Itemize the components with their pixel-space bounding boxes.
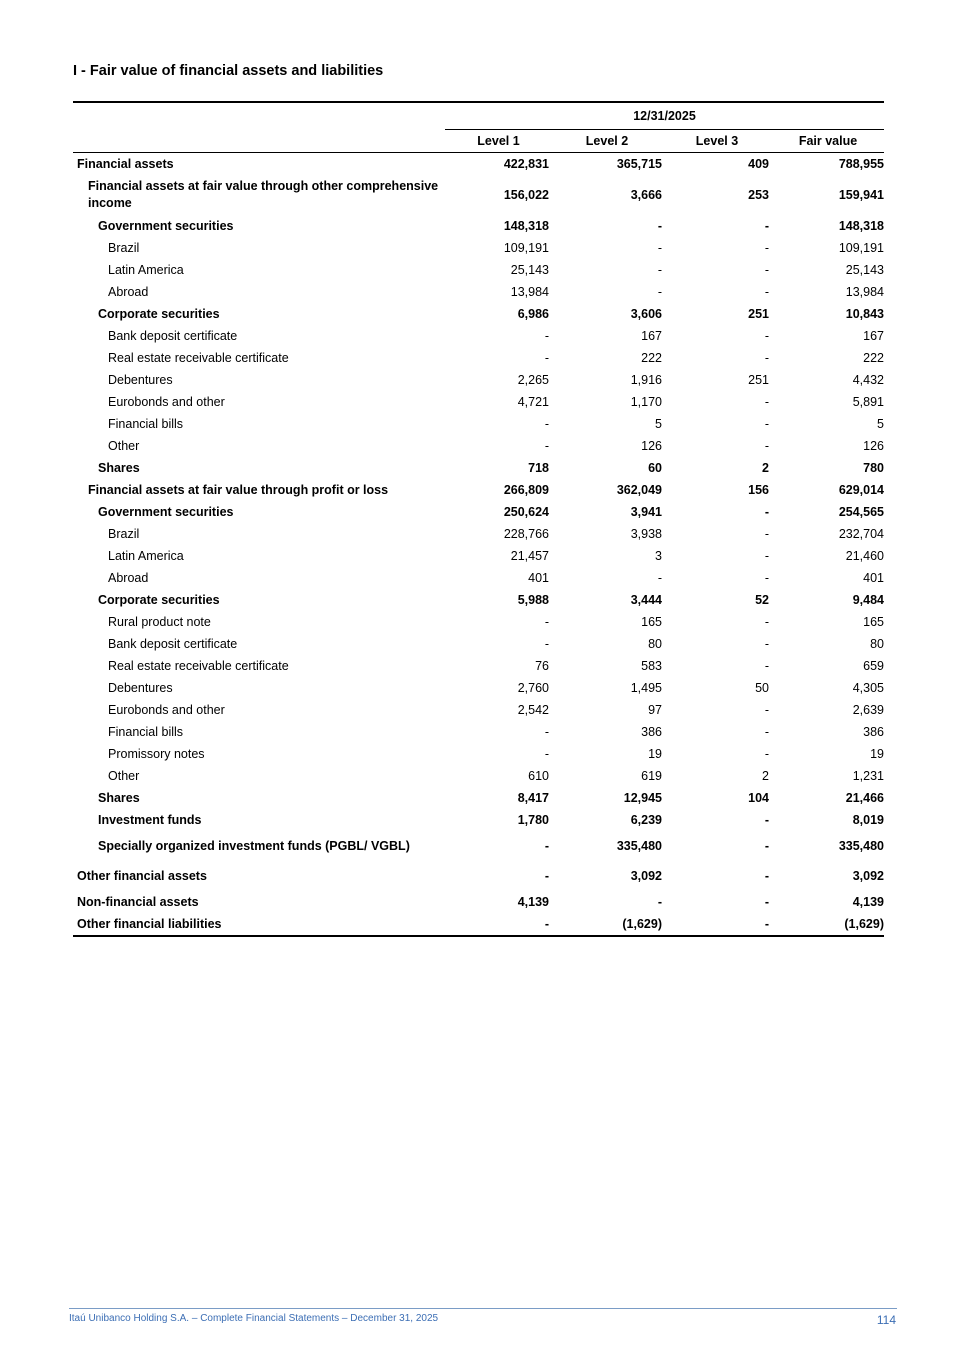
fair-value: 780 [863,461,884,475]
row-label: Latin America [108,263,184,277]
fair-value: 80 [870,637,884,651]
fair-value: 9,484 [852,593,884,607]
level-3-value: - [764,549,769,563]
fair-value: 148,318 [838,219,884,233]
level-1-value: - [544,747,549,761]
table-row [73,611,884,633]
level-3-value: 2 [762,461,769,475]
level-1-value: - [544,351,549,365]
fair-value: 386 [863,725,884,739]
level-2-value: 12,945 [623,791,662,805]
row-label: Promissory notes [108,747,205,761]
fair-value: 788,955 [838,157,884,171]
level-2-value: 1,170 [630,395,662,409]
level-2-value: 3,444 [630,593,662,607]
fair-value: 165 [863,615,884,629]
table-row [73,633,884,655]
fair-value: 4,139 [852,895,884,909]
table-row [73,743,884,765]
fair-value: 10,843 [845,307,884,321]
fair-value: 19 [870,747,884,761]
level-1-value: - [544,439,549,453]
level-3-value: - [764,813,769,827]
level-2-value: 3,092 [630,869,662,883]
table-row [73,891,884,913]
fair-value: 5,891 [852,395,884,409]
fair-value: 109,191 [838,241,884,255]
level-1-value: 610 [528,769,549,783]
col-header-fair-value: Fair value [772,130,884,153]
row-label: Financial assets [77,157,174,171]
table-row [73,325,884,347]
row-label: Government securities [98,219,234,233]
header-date-row [73,102,884,130]
level-1-value: 266,809 [503,483,549,497]
level-2-value: 3,666 [630,188,662,202]
level-1-value: 2,542 [517,703,549,717]
table-row [73,913,884,936]
table-row [73,369,884,391]
header-columns-row [73,130,884,153]
table-row [73,413,884,435]
table-row [73,545,884,567]
level-1-value: 6,986 [517,307,549,321]
fair-value: 629,014 [838,483,884,497]
table-row [73,861,884,891]
level-2-value: 619 [641,769,662,783]
level-1-value: - [544,637,549,651]
level-2-value: - [657,571,662,585]
table-row [73,435,884,457]
level-3-value: 251 [748,373,769,387]
row-label: Brazil [108,241,140,255]
fair-value-table-wrapper [73,101,884,937]
level-1-value: - [544,417,549,431]
level-2-value: 19 [648,747,662,761]
fair-value: 126 [863,439,884,453]
row-label: Abroad [108,285,149,299]
fair-value: 1,231 [852,769,884,783]
level-1-value: 2,265 [517,373,549,387]
table-row [73,237,884,259]
row-label: Financial bills [108,417,184,431]
level-3-value: 50 [755,681,769,695]
level-3-value: - [764,637,769,651]
level-1-value: 1,780 [517,813,549,827]
col-header-level-3: Level 3 [662,130,772,153]
level-3-value: 156 [748,483,769,497]
table-row [73,589,884,611]
level-3-value: - [764,615,769,629]
row-label: Bank deposit certificate [108,329,238,343]
fair-value: 4,305 [852,681,884,695]
table-row [73,479,884,501]
table-row [73,215,884,237]
fair-value: 8,019 [852,813,884,827]
row-label: Bank deposit certificate [108,637,238,651]
table-row [73,391,884,413]
row-label: Corporate securities [98,307,220,321]
row-label: Brazil [108,527,140,541]
level-2-value: 3,606 [630,307,662,321]
level-2-value: 165 [641,615,662,629]
level-3-value: 104 [748,791,769,805]
level-1-value: 148,318 [503,219,549,233]
col-header-level-1: Level 1 [445,130,552,153]
row-label: Specially organized investment funds (PGBL/ VGBL) [98,839,410,853]
level-3-value: - [764,439,769,453]
level-2-value: 3,941 [630,505,662,519]
level-3-value: - [764,285,769,299]
level-3-value: - [764,659,769,673]
level-2-value: - [657,219,662,233]
row-label: Abroad [108,571,149,585]
table-row [73,831,884,861]
level-2-value: (1,629) [622,917,662,931]
fair-value: 232,704 [838,527,884,541]
level-2-value: 386 [641,725,662,739]
fair-value: 222 [863,351,884,365]
row-label: Debentures [108,681,173,695]
col-header-level-2: Level 2 [552,130,662,153]
level-2-value: 365,715 [616,157,662,171]
level-1-value: - [544,615,549,629]
page-title: I - Fair value of financial assets and liabilities [73,63,384,79]
row-label: Eurobonds and other [108,703,225,717]
fair-value: 659 [863,659,884,673]
level-2-value: 335,480 [616,839,662,853]
fair-value: 335,480 [838,839,884,853]
row-label: Financial bills [108,725,184,739]
table-row [73,721,884,743]
level-1-value: - [544,839,549,853]
level-1-value: 228,766 [503,527,549,541]
row-label: Corporate securities [98,593,220,607]
table-row [73,523,884,545]
table-row [73,457,884,479]
table-row [73,765,884,787]
level-1-value: 4,139 [517,895,549,909]
fair-value: 25,143 [845,263,884,277]
level-1-value: 13,984 [510,285,549,299]
level-3-value: - [764,839,769,853]
level-3-value: 409 [748,157,769,171]
level-2-value: 6,239 [630,813,662,827]
level-2-value: 60 [648,461,662,475]
level-1-value: 21,457 [510,549,549,563]
fair-value: 5 [877,417,884,431]
row-label: Eurobonds and other [108,395,225,409]
level-1-value: 401 [528,571,549,585]
level-3-value: - [764,571,769,585]
footer-text: Itaú Unibanco Holding S.A. – Complete Financial Statements – December 31, 2025 [69,1313,439,1324]
table-row [73,655,884,677]
level-3-value: - [764,703,769,717]
row-label: Shares [98,461,140,475]
fair-value: 159,941 [838,188,884,202]
level-1-value: - [544,329,549,343]
level-1-value: 25,143 [510,263,549,277]
fair-value: 401 [863,571,884,585]
table-row [73,699,884,721]
level-3-value: - [764,263,769,277]
table-row [73,347,884,369]
row-label: Rural product note [108,615,211,629]
level-2-value: - [657,285,662,299]
level-1-value: 156,022 [503,188,549,202]
level-1-value: 109,191 [503,241,549,255]
row-label: Financial assets at fair value through other comprehensive income [88,179,439,210]
row-label: Debentures [108,373,173,387]
row-label: Other financial assets [77,869,207,883]
level-3-value: - [764,241,769,255]
level-2-value: 3 [655,549,662,563]
fair-value: 13,984 [845,285,884,299]
row-label: Non-financial assets [77,895,199,909]
page-number: 114 [876,1313,896,1327]
level-3-value: - [764,329,769,343]
row-label: Real estate receivable certificate [108,351,289,365]
header-date: 12/31/2025 [445,102,884,130]
row-label: Shares [98,791,140,805]
level-3-value: - [764,917,769,931]
table-row [73,677,884,699]
row-label: Other [108,769,140,783]
table-body [73,153,884,937]
level-3-value: - [764,395,769,409]
level-2-value: 97 [648,703,662,717]
level-1-value: 2,760 [517,681,549,695]
table-row [73,303,884,325]
row-label: Other [108,439,140,453]
level-1-value: 422,831 [503,157,549,171]
level-3-value: - [764,219,769,233]
level-3-value: - [764,895,769,909]
level-3-value: - [764,505,769,519]
fair-value-table [73,101,884,937]
level-3-value: 253 [748,188,769,202]
fair-value: 21,466 [845,791,884,805]
footer-divider [69,1308,897,1309]
row-label: Investment funds [98,813,202,827]
level-3-value: 2 [762,769,769,783]
row-label: Government securities [98,505,234,519]
level-2-value: 1,916 [630,373,662,387]
table-row [73,787,884,809]
fair-value: 167 [863,329,884,343]
level-1-value: - [544,725,549,739]
level-3-value: - [764,417,769,431]
level-3-value: - [764,351,769,365]
level-2-value: 167 [641,329,662,343]
level-1-value: 718 [528,461,549,475]
table-row [73,567,884,589]
level-2-value: 583 [641,659,662,673]
level-2-value: 5 [655,417,662,431]
level-3-value: 251 [748,307,769,321]
fair-value: (1,629) [844,917,884,931]
level-1-value: - [544,917,549,931]
fair-value: 4,432 [852,373,884,387]
level-1-value: 76 [535,659,549,673]
row-label: Real estate receivable certificate [108,659,289,673]
table-row [73,153,884,176]
row-label: Financial assets at fair value through profit or loss [88,483,389,497]
level-3-value: - [764,527,769,541]
table-row [73,501,884,523]
level-2-value: 126 [641,439,662,453]
level-2-value: 362,049 [616,483,662,497]
fair-value: 2,639 [852,703,884,717]
level-2-value: - [657,263,662,277]
level-2-value: 80 [648,637,662,651]
level-1-value: - [544,869,549,883]
table-row [73,175,884,215]
table-row [73,809,884,831]
level-2-value: - [657,241,662,255]
level-1-value: 5,988 [517,593,549,607]
level-3-value: - [764,725,769,739]
fair-value: 21,460 [845,549,884,563]
table-row [73,259,884,281]
row-label: Other financial liabilities [77,917,222,931]
level-1-value: 4,721 [517,395,549,409]
level-1-value: 8,417 [517,791,549,805]
fair-value: 3,092 [852,869,884,883]
level-3-value: - [764,747,769,761]
fair-value: 254,565 [838,505,884,519]
level-2-value: 222 [641,351,662,365]
level-1-value: 250,624 [503,505,549,519]
level-2-value: 1,495 [630,681,662,695]
row-label: Latin America [108,549,184,563]
table-row [73,281,884,303]
level-2-value: - [657,895,662,909]
level-3-value: 52 [755,593,769,607]
level-2-value: 3,938 [630,527,662,541]
level-3-value: - [764,869,769,883]
